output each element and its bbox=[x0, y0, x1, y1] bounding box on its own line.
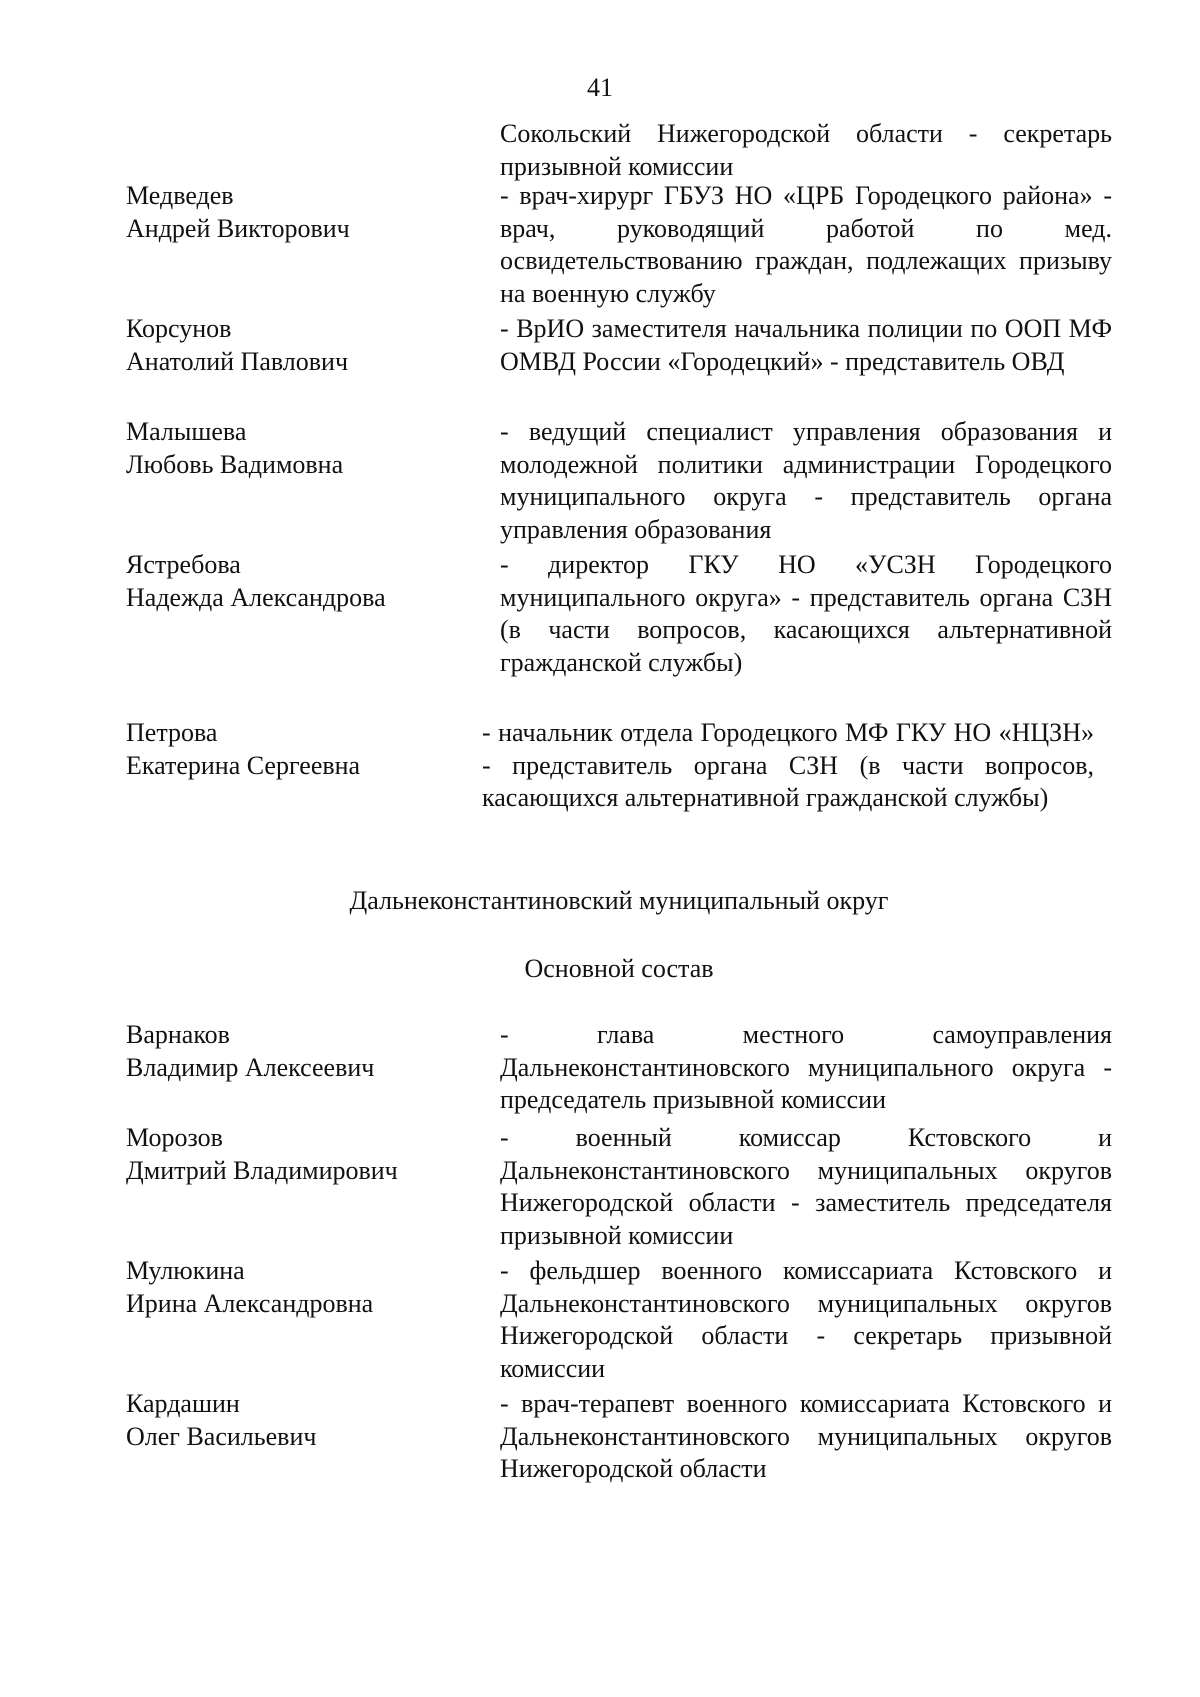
member-surname: Варнаков bbox=[126, 1020, 230, 1049]
member-surname: Мулюкина bbox=[126, 1256, 245, 1285]
member-given-name: Анатолий Павлович bbox=[126, 346, 349, 376]
member-role: - фельдшер военного комиссариата Кстовского и Дальнеконстантиновского муниципальных округов Нижегородской области - секретарь призывной комиссии bbox=[500, 1256, 1112, 1383]
member-given-name: Надежда Александрова bbox=[126, 582, 386, 612]
member-given-name: Любовь Вадимовна bbox=[126, 449, 344, 479]
member-name bbox=[126, 717, 466, 782]
page-number: 41 bbox=[587, 73, 613, 102]
member-given-name: Олег Васильевич bbox=[126, 1421, 317, 1451]
member-surname: Петрова bbox=[126, 718, 218, 747]
member-surname: Малышева bbox=[126, 417, 247, 446]
continuation-text: Сокольский Нижегородской области - секретарь призывной комиссии bbox=[500, 119, 1112, 181]
member-surname: Ястребова bbox=[126, 550, 241, 579]
member-role: - глава местного самоуправления Дальнеконстантиновского муниципального округа - председатель призывной комиссии bbox=[500, 1020, 1112, 1114]
member-role: - директор ГКУ НО «УСЗН Городецкого муниципального округа» - представитель органа СЗН (в части вопросов, касающихся альтернативной гражданской службы) bbox=[500, 550, 1112, 677]
member-name bbox=[126, 313, 466, 378]
member-name bbox=[126, 1255, 466, 1320]
member-role: - ведущий специалист управления образования и молодежной политики администрации Городецкого муниципального округа - представитель органа управления образования bbox=[500, 417, 1112, 544]
member-name bbox=[126, 1388, 466, 1453]
member-surname: Медведев bbox=[126, 181, 234, 210]
member-given-name: Дмитрий Владимирович bbox=[126, 1155, 398, 1185]
member-given-name: Екатерина Сергеевна bbox=[126, 750, 361, 780]
section-heading: Основной состав bbox=[524, 954, 714, 983]
member-name bbox=[126, 1019, 466, 1084]
member-surname: Корсунов bbox=[126, 314, 232, 343]
member-surname: Морозов bbox=[126, 1123, 223, 1152]
member-name bbox=[126, 416, 466, 481]
member-surname: Кардашин bbox=[126, 1389, 240, 1418]
member-role: - военный комиссар Кстовского и Дальнеконстантиновского муниципальных округов Нижегородской области - заместитель председателя призывной комиссии bbox=[500, 1123, 1112, 1250]
member-role: - врач-хирург ГБУЗ НО «ЦРБ Городецкого района» - врач, руководящий работой по мед. освидетельствованию граждан, подлежащих призыву на военную службу bbox=[500, 181, 1112, 308]
member-given-name: Ирина Александровна bbox=[126, 1288, 374, 1318]
district-heading: Дальнеконстантиновский муниципальный округ bbox=[349, 886, 889, 915]
member-role: - ВрИО заместителя начальника полиции по ООП МФ ОМВД России «Городецкий» - представитель ОВД bbox=[500, 314, 1112, 376]
member-role: - начальник отдела Городецкого МФ ГКУ НО «НЦЗН» - представитель органа СЗН (в части вопросов, касающихся альтернативной гражданской службы) bbox=[482, 718, 1094, 812]
member-name bbox=[126, 549, 466, 614]
member-given-name: Андрей Викторович bbox=[126, 213, 350, 243]
member-name bbox=[126, 180, 466, 245]
member-given-name: Владимир Алексеевич bbox=[126, 1052, 375, 1082]
member-name bbox=[126, 1122, 466, 1187]
member-role: - врач-терапевт военного комиссариата Кстовского и Дальнеконстантиновского муниципальных округов Нижегородской области bbox=[500, 1389, 1112, 1483]
